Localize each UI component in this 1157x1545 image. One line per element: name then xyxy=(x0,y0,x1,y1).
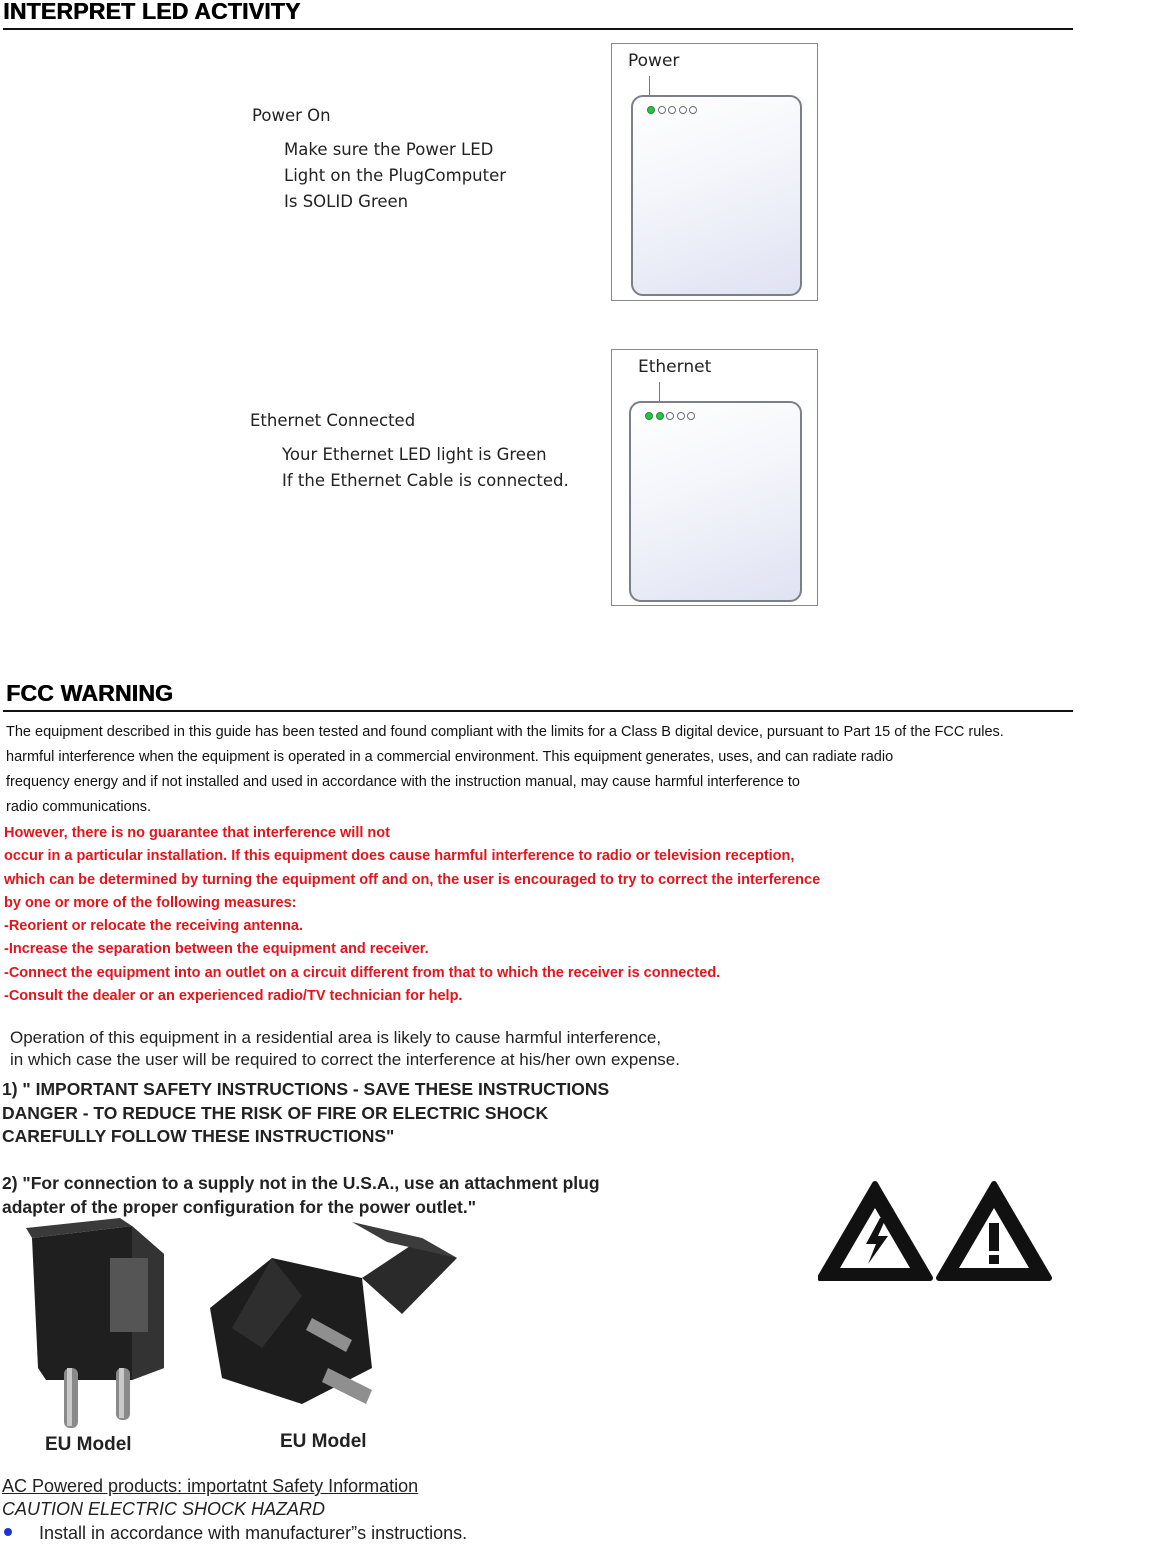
power-line-3: Is SOLID Green xyxy=(284,192,409,211)
led-3 xyxy=(666,412,674,420)
fcc-line-1: The equipment described in this guide has been tested and found compliant with the limits for a Class B digital device, pursuant to Part 15 of the FCC rules. xyxy=(6,724,1004,740)
red-line-3: which can be determined by turning the equipment off and on, the user is encouraged to try to correct the interference xyxy=(4,871,821,888)
ethernet-line-1: Your Ethernet LED light is Green xyxy=(282,445,547,464)
power-device-label: Power xyxy=(628,51,680,71)
power-line-1: Make sure the Power LED xyxy=(284,140,494,159)
fcc-line-3: frequency energy and if not installed and used in accordance with the instruction manual, may cause harmful interference to xyxy=(6,774,800,790)
fcc-line-4: radio communications. xyxy=(6,799,152,815)
red-line-4: by one or more of the following measures: xyxy=(4,894,297,911)
power-led xyxy=(647,106,655,114)
electric-shock-icon xyxy=(820,1184,930,1278)
bullet-icon xyxy=(4,1528,12,1536)
supply-line-2: adapter of the proper configuration for the power outlet." xyxy=(2,1196,476,1217)
led-5 xyxy=(689,106,697,114)
fcc-paragraph xyxy=(6,720,1004,820)
ethernet-device-figure xyxy=(611,349,818,606)
led-section-rule xyxy=(3,28,1073,30)
ethernet-instructions xyxy=(250,408,569,494)
measure-separation: -Increase the separation between the equipment and receiver. xyxy=(4,941,429,958)
power-on-heading: Power On xyxy=(252,106,331,125)
led-3 xyxy=(668,106,676,114)
eu-plug-icon xyxy=(12,1218,182,1438)
instructions-line-1: 1) " IMPORTANT SAFETY INSTRUCTIONS - SAVE THESE INSTRUCTIONS xyxy=(2,1079,610,1099)
led-4 xyxy=(679,106,687,114)
supply-line-1: 2) "For connection to a supply not in the U.S.A., use an attachment plug xyxy=(2,1173,600,1193)
supply-instructions xyxy=(2,1172,600,1219)
power-on-instructions xyxy=(252,103,506,215)
ethernet-device-label: Ethernet xyxy=(638,357,712,377)
measure-outlet: -Connect the equipment into an outlet on a circuit different from that to which the receiver is connected. xyxy=(4,964,721,981)
caution-exclamation-icon xyxy=(939,1184,1049,1278)
fcc-measures xyxy=(4,822,820,1008)
led-4 xyxy=(677,412,685,420)
ethernet-heading: Ethernet Connected xyxy=(250,411,416,430)
safety-instructions xyxy=(2,1078,609,1149)
plug-computer-body xyxy=(631,95,802,296)
led-section-title: INTERPRET LED ACTIVITY xyxy=(3,0,301,24)
ac-heading: AC Powered products: importatnt Safety Information xyxy=(2,1476,419,1496)
eu-model-label-1: EU Model xyxy=(45,1434,132,1455)
ethernet-line-2: If the Ethernet Cable is connected. xyxy=(282,471,569,490)
ethernet-led-row xyxy=(645,412,698,420)
residential-line-1: Operation of this equipment in a residential area is likely to cause harmful interference, xyxy=(10,1028,662,1047)
eu-model-label-2: EU Model xyxy=(280,1431,367,1452)
power-line-2: Light on the PlugComputer xyxy=(284,166,507,185)
power-led-row xyxy=(647,106,700,114)
red-line-2: occur in a particular installation. If this equipment does cause harmful interference to radio or television reception, xyxy=(4,848,795,865)
three-pin-plug-icon xyxy=(202,1218,467,1428)
instructions-line-3: CAREFULLY FOLLOW THESE INSTRUCTIONS" xyxy=(2,1126,395,1146)
residential-notice xyxy=(10,1026,680,1072)
caution-heading: CAUTION ELECTRIC SHOCK HAZARD xyxy=(2,1499,326,1519)
residential-line-2: in which case the user will be required to correct the interference at his/her own expense. xyxy=(10,1050,680,1069)
instructions-line-2: DANGER - TO REDUCE THE RISK OF FIRE OR ELECTRIC SHOCK xyxy=(2,1102,549,1123)
power-led xyxy=(645,412,653,420)
warning-symbols xyxy=(818,1178,1054,1286)
plug-computer-body xyxy=(629,401,802,602)
red-line-1: However, there is no guarantee that interference will not xyxy=(4,825,390,841)
led-2 xyxy=(658,106,666,114)
ethernet-led xyxy=(656,412,664,420)
power-device-figure xyxy=(611,43,818,301)
fcc-title: FCC WARNING xyxy=(6,680,174,706)
measure-reorient: -Reorient or relocate the receiving antenna. xyxy=(4,918,303,935)
led-5 xyxy=(687,412,695,420)
fcc-rule xyxy=(3,710,1073,712)
fcc-line-2: harmful interference when the equipment is operated in a commercial environment. This equipment generates, uses, and can radiate radio xyxy=(6,749,894,765)
measure-consult: -Consult the dealer or an experienced radio/TV technician for help. xyxy=(4,988,463,1005)
install-instruction: Install in accordance with manufacturer”s instructions. xyxy=(39,1523,468,1543)
